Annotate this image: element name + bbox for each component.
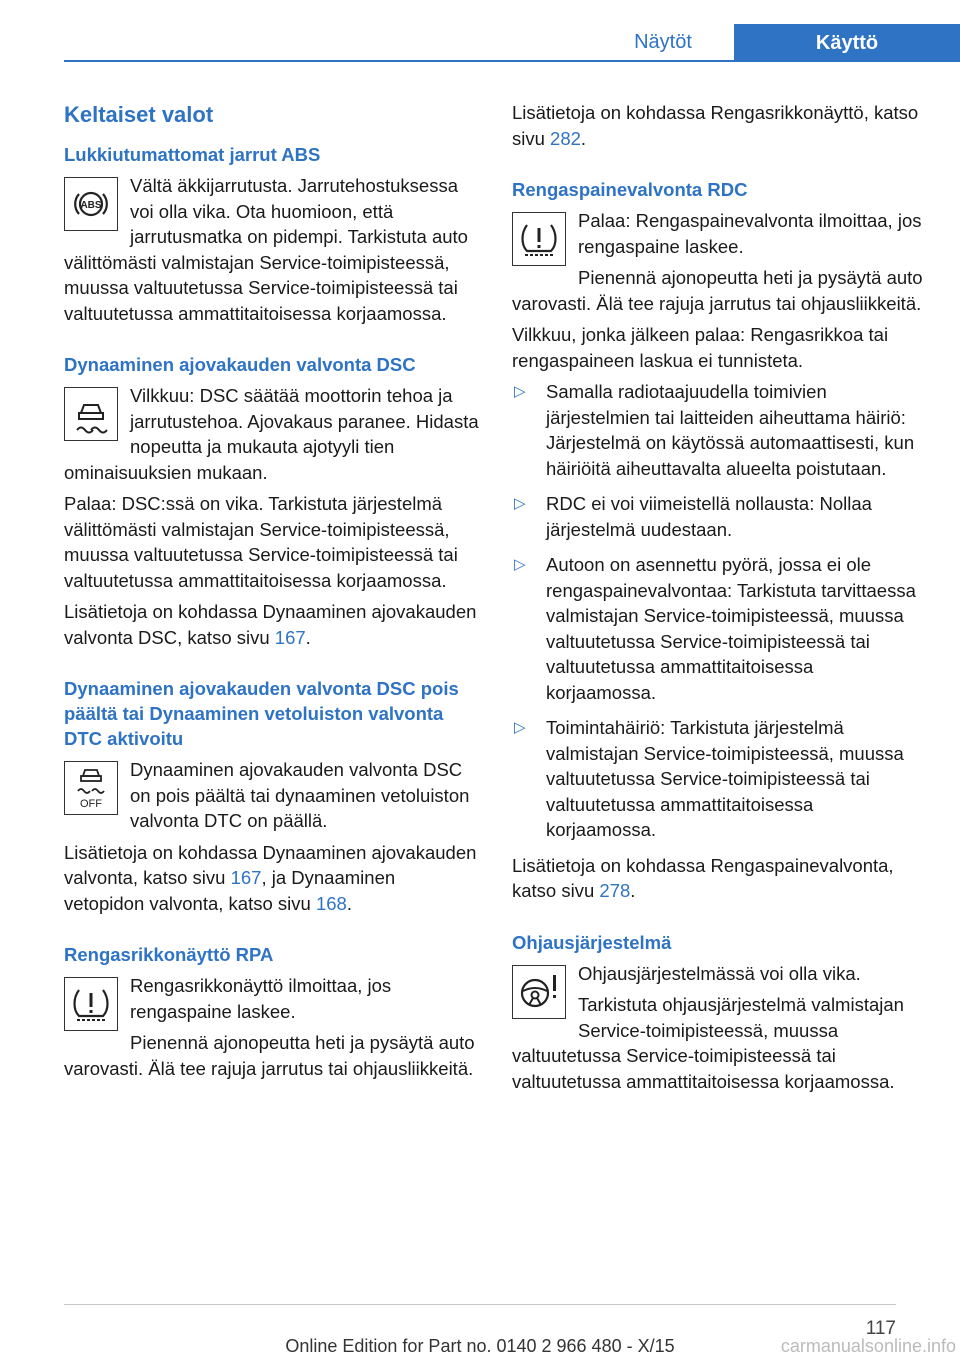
list-item: ▷ Autoon on asennettu pyörä, jossa ei ole rengaspainevalvontaa: Tarkistuta tarvittaessa valmistajan Service-toimipisteessä, muussa valtuutetussa Service-toimipisteessä tai valtuutetussa ammattitaitoisessa korjaamossa. xyxy=(514,554,916,703)
triangle-bullet-icon: ▷ xyxy=(514,556,526,573)
list-item: ▷ Toimintahäiriö: Tarkistuta järjestelmä valmistajan Service-toimipisteessä, muussa valtuutetussa Service-toimipisteessä tai valtuutetussa ammattitaitoisessa korjaamossa. xyxy=(514,717,904,840)
triangle-bullet-icon: ▷ xyxy=(514,383,526,400)
page-link-167b[interactable]: 167 xyxy=(230,867,262,888)
steering-heading: Ohjausjärjestelmä xyxy=(512,931,672,953)
header-active-tab: Käyttö xyxy=(734,24,960,62)
svg-text:ABS: ABS xyxy=(80,200,102,211)
dsc-text-1: Vilkkuu: DSC säätää moottorin tehoa ja jarrutustehoa. Ajovakaus paranee. Hidasta nopeutta ja mukauta ajotyyli tien ominaisuuksien mukaan. xyxy=(64,385,479,483)
rpa-heading: Rengasrikkonäyttö RPA xyxy=(64,944,274,965)
list-item: ▷ RDC ei voi viimeistellä nollausta: Nollaa järjestelmä uudestaan. xyxy=(514,493,872,540)
rdc-bullet-list xyxy=(512,379,928,843)
rpa-text-1: Rengasrikkonäyttö ilmoittaa, jos rengaspaine laskee. xyxy=(130,975,392,1022)
rpa-more-text: Lisätietoja on kohdassa Rengasrikkonäyttö, katso sivu 282. xyxy=(512,102,919,149)
rdc-text-1: Palaa: Rengaspainevalvonta ilmoittaa, jos rengaspaine laskee. xyxy=(578,210,922,257)
triangle-bullet-icon: ▷ xyxy=(514,719,526,736)
page-number: 117 xyxy=(865,1318,896,1339)
page-link-168[interactable]: 168 xyxy=(315,892,347,914)
watermark: carmanualsonline.info xyxy=(780,1336,956,1356)
tire-pressure-icon xyxy=(512,212,566,266)
page-link-282[interactable]: 282 xyxy=(550,127,581,149)
dsc-off-icon xyxy=(64,761,118,815)
page-link-167[interactable]: 167 xyxy=(274,626,306,648)
footer-rule xyxy=(64,1304,896,1305)
rpa-text-2: Pienennä ajonopeutta heti ja pysäytä auto varovasti. Älä tee rajuja jarrutus tai ohjausliikkeitä. xyxy=(64,1032,475,1079)
svg-text:OFF: OFF xyxy=(80,798,102,810)
rdc-text-2: Pienennä ajonopeutta heti ja pysäytä auto varovasti. Älä tee rajuja jarrutus tai ohjausliikkeitä. xyxy=(512,267,923,314)
tire-pressure-icon xyxy=(64,977,118,1031)
edition-note: Online Edition for Part no. 0140 2 966 480 - X/15 xyxy=(285,1336,675,1356)
right-column xyxy=(512,100,928,1100)
header-rule xyxy=(64,60,960,62)
abs-text: Vältä äkkijarrutusta. Jarrutehostuksessa voi olla vika. Ota huomioon, että jarrutusmatka on pidempi. Tarkistuta auto välittömästi valmistajan Service-toimipisteessä, muussa valtuutetussa Service-toimipisteessä tai valtuutetussa ammattitaitoisessa korjaamossa. xyxy=(64,175,468,324)
dsc-text-3: Lisätietoja on kohdassa Dynaaminen ajovakauden valvonta DSC, katso sivu 167. xyxy=(64,601,477,648)
rdc-text-3: Vilkkuu, jonka jälkeen palaa: Rengasrikkoa tai rengaspaineen laskua ei tunnisteta. xyxy=(512,324,889,371)
abs-heading: Lukkiutumattomat jarrut ABS xyxy=(64,144,321,165)
page-footer xyxy=(0,1300,960,1362)
dsc-off-text-1: Dynaaminen ajovakauden valvonta DSC on pois päältä tai dynaaminen vetoluiston valvonta DTC on päällä. xyxy=(130,759,470,831)
steering-text-2: Tarkistuta ohjausjärjestelmä valmistajan Service-toimipisteessä, muussa valtuutetussa Service-toimipisteessä tai valtuutetussa ammattitaitoisessa korjaamossa. xyxy=(512,994,904,1092)
header-section-tab: Näytöt xyxy=(634,30,692,53)
abs-warning-icon xyxy=(64,177,118,231)
steering-text-1: Ohjausjärjestelmässä voi olla vika. xyxy=(578,962,861,984)
dsc-off-heading: Dynaaminen ajovakauden valvonta DSC pois päältä tai Dynaaminen vetoluiston valvonta DTC aktivoitu xyxy=(64,678,459,749)
dsc-text-2: Palaa: DSC:ssä on vika. Tarkistuta järjestelmä välittömästi valmistajan Service-toimipisteessä, muussa valtuutetussa Service-toimipisteessä tai valtuutetussa ammattitaitoisessa korjaamossa. xyxy=(64,493,458,591)
page-link-278[interactable]: 278 xyxy=(599,880,631,901)
list-item: ▷ Samalla radiotaajuudella toimivien järjestelmien tai laitteiden aiheuttama häiriö: Järjestelmä on käytössä automaattisesti, kun häiriöitä aiheuttavalta alueelta poistutaan. xyxy=(514,381,915,479)
dsc-heading: Dynaaminen ajovakauden valvonta DSC xyxy=(64,354,416,375)
page-header xyxy=(0,0,960,62)
section-title: Keltaiset valot xyxy=(64,102,214,127)
left-column xyxy=(64,100,480,1087)
rdc-heading: Rengaspainevalvonta RDC xyxy=(512,179,748,200)
triangle-bullet-icon: ▷ xyxy=(514,495,526,512)
rdc-text-4: Lisätietoja on kohdassa Rengaspainevalvonta, katso sivu 278. xyxy=(512,854,894,901)
steering-warning-icon xyxy=(512,965,566,1019)
dsc-skid-icon xyxy=(64,387,118,441)
dsc-off-text-2: Lisätietoja on kohdassa Dynaaminen ajovakauden valvonta, katso sivu 167, ja Dynaaminen vetopidon valvonta, katso sivu 168. xyxy=(64,841,477,914)
